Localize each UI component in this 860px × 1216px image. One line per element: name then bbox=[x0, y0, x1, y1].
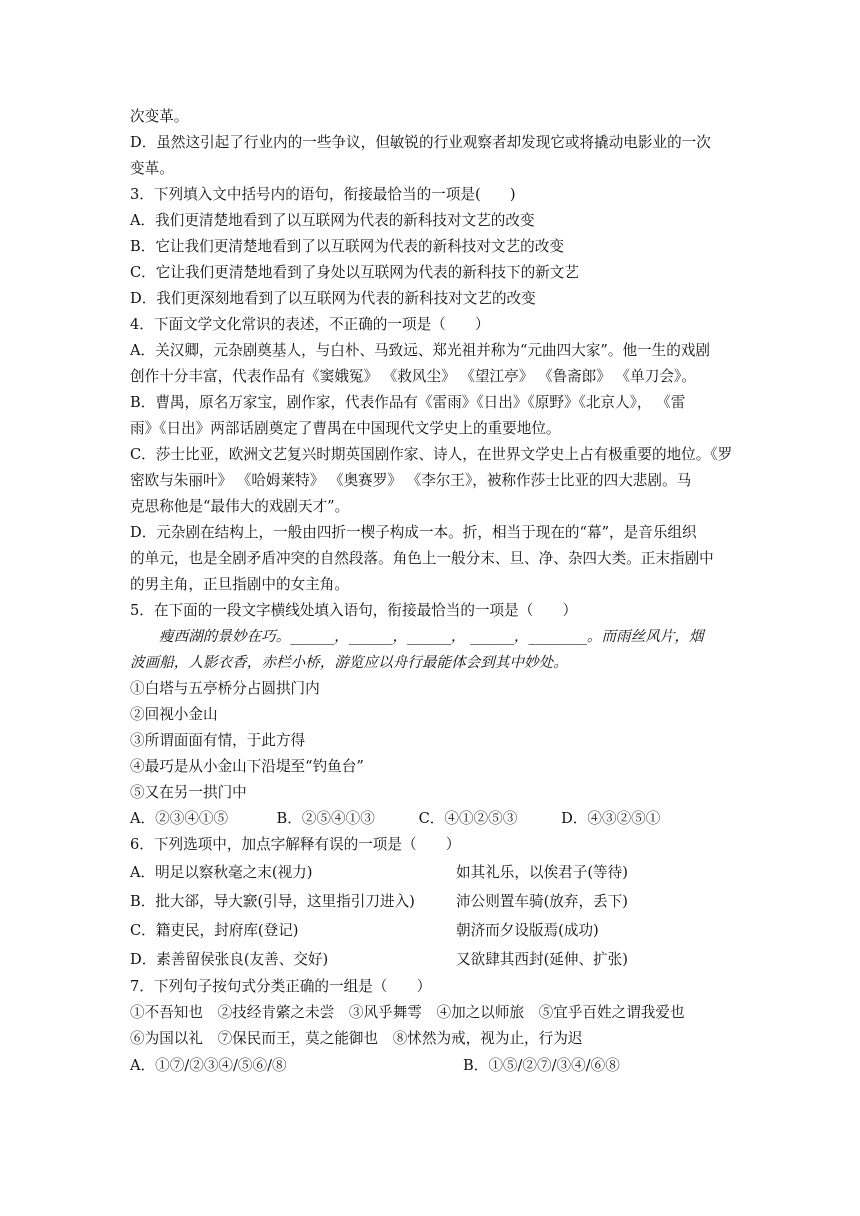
q3-option-d: D．我们更深刻地看到了以互联网为代表的新科技对文艺的改变 bbox=[130, 290, 536, 307]
q6-option-row bbox=[130, 858, 742, 887]
q6-option-left: B．批大郤，导大窾(引导，这里指引刀进入) bbox=[130, 893, 415, 910]
q3-option-b: B．它让我们更清楚地看到了以互联网为代表的新科技对文艺的改变 bbox=[130, 238, 564, 255]
q6-option-right: 又欲肆其西封(延伸、扩张) bbox=[456, 951, 628, 968]
q4-option-b: B．曹禺，原名万家宝，剧作家，代表作品有《雷雨》《日出》《原野》《北京人》， 《雷 bbox=[130, 394, 686, 411]
q4-option-a: A．关汉卿，元杂剧奠基人，与白朴、马致远、郑光祖并称为“元曲四大家”。他一生的戏剧 bbox=[130, 342, 711, 359]
q5-item: ⑤又在另一拱门中 bbox=[130, 784, 247, 801]
q3-stem: 3．下列填入文中括号内的语句，衔接最恰当的一项是( ) bbox=[130, 186, 516, 203]
q5-item: ①白塔与五亭桥分占圆拱门内 bbox=[130, 680, 320, 697]
q6-option-left: A．明足以察秋毫之末(视力) bbox=[130, 864, 313, 881]
q5-item: ③所谓面面有情，于此方得 bbox=[130, 732, 306, 749]
q6-option-right: 沛公则置车骑(放弃，丢下) bbox=[456, 893, 628, 910]
text-line: 密欧与朱丽叶》 《哈姆莱特》 《奥赛罗》 《李尔王》，被称作莎士比亚的四大悲剧。马 bbox=[130, 472, 692, 489]
q3-option-a: A．我们更清楚地看到了以互联网为代表的新科技对文艺的改变 bbox=[130, 212, 535, 229]
q6-stem: 6．下列选项中，加点字解释有误的一项是（ ） bbox=[130, 836, 461, 853]
text-line: 克思称他是“最伟大的戏剧天才”。 bbox=[130, 498, 350, 515]
q6-option-right: 如其礼乐，以俟君子(等待) bbox=[456, 864, 628, 881]
q6-option-row bbox=[130, 887, 742, 916]
q5-stem: 5．在下面的一段文字横线处填入语句，衔接最恰当的一项是（ ） bbox=[130, 602, 578, 619]
text-line: 雨》《日出》两部话剧奠定了曹禺在中国现代文学史上的重要地位。 bbox=[130, 420, 561, 437]
q3-option-c: C．它让我们更清楚地看到了身处以互联网为代表的新科技下的新文艺 bbox=[130, 264, 579, 281]
q2-option-d: D．虽然这引起了行业内的一些争议，但敏锐的行业观察者却发现它或将撬动电影业的一次 bbox=[130, 134, 711, 151]
text-line: 变革。 bbox=[130, 160, 174, 177]
document-page bbox=[130, 104, 742, 1080]
q4-option-c: C．莎士比亚，欧洲文艺复兴时期英国剧作家、诗人，在世界文学史上占有极重要的地位。《罗 bbox=[130, 446, 733, 463]
text-line: 的单元，也是全剧矛盾冲突的自然段落。角色上一般分末、旦、净、杂四大类。正末指剧中 bbox=[130, 550, 714, 567]
q7-option-a: A．①⑦/②③④/⑤⑥/⑧ bbox=[130, 1057, 287, 1074]
q4-stem: 4．下面文学文化常识的表述，不正确的一项是（ ） bbox=[130, 316, 490, 333]
q6-option-right: 朝济而夕设版焉(成功) bbox=[456, 922, 599, 939]
q4-option-d: D．元杂剧在结构上，一般由四折一楔子构成一本。折，相当于现在的“幕”，是音乐组织 bbox=[130, 524, 697, 541]
q5-item: ④最巧是从小金山下沿堤至“钓鱼台” bbox=[130, 758, 364, 775]
q5-passage-line: 波画船，人影衣香，赤栏小桥，游览应以舟行最能体会到其中妙处。 bbox=[130, 654, 568, 671]
text-line: 创作十分丰富，代表作品有《窦娥冤》 《救风尘》 《望江亭》 《鲁斋郎》 《单刀会》。 bbox=[130, 368, 696, 385]
q6-option-row bbox=[130, 945, 742, 974]
text-line: 的男主角，正旦指剧中的女主角。 bbox=[130, 576, 349, 593]
text-line: 次变革。 bbox=[130, 108, 189, 125]
q7-stem: 7．下列句子按句式分类正确的一组是（ ） bbox=[130, 978, 432, 995]
q5-item: ②回视小金山 bbox=[130, 706, 218, 723]
q6-option-left: D．素善留侯张良(友善、交好) bbox=[130, 951, 329, 968]
q6-option-row bbox=[130, 916, 742, 945]
q7-sentences: ①不吾知也 ②技经肯綮之未尝 ③风乎舞雩 ④加之以师旅 ⑤宜乎百姓之谓我爱也 bbox=[130, 1004, 685, 1021]
q6-option-left: C．籍吏民，封府库(登记) bbox=[130, 922, 299, 939]
q7-options bbox=[130, 1052, 742, 1080]
q5-options: A．②③④①⑤ B．②⑤④①③ C．④①②⑤③ D．④③②⑤① bbox=[130, 810, 661, 827]
q7-option-b: B．①⑤/②⑦/③④/⑥⑧ bbox=[463, 1057, 620, 1074]
q5-passage-line: 瘦西湖的景妙在巧。______，______，______， ______，________。而雨丝风片，烟 bbox=[159, 628, 704, 645]
q7-sentences: ⑥为国以礼 ⑦保民而王，莫之能御也 ⑧怵然为戒，视为止，行为迟 bbox=[130, 1030, 583, 1047]
